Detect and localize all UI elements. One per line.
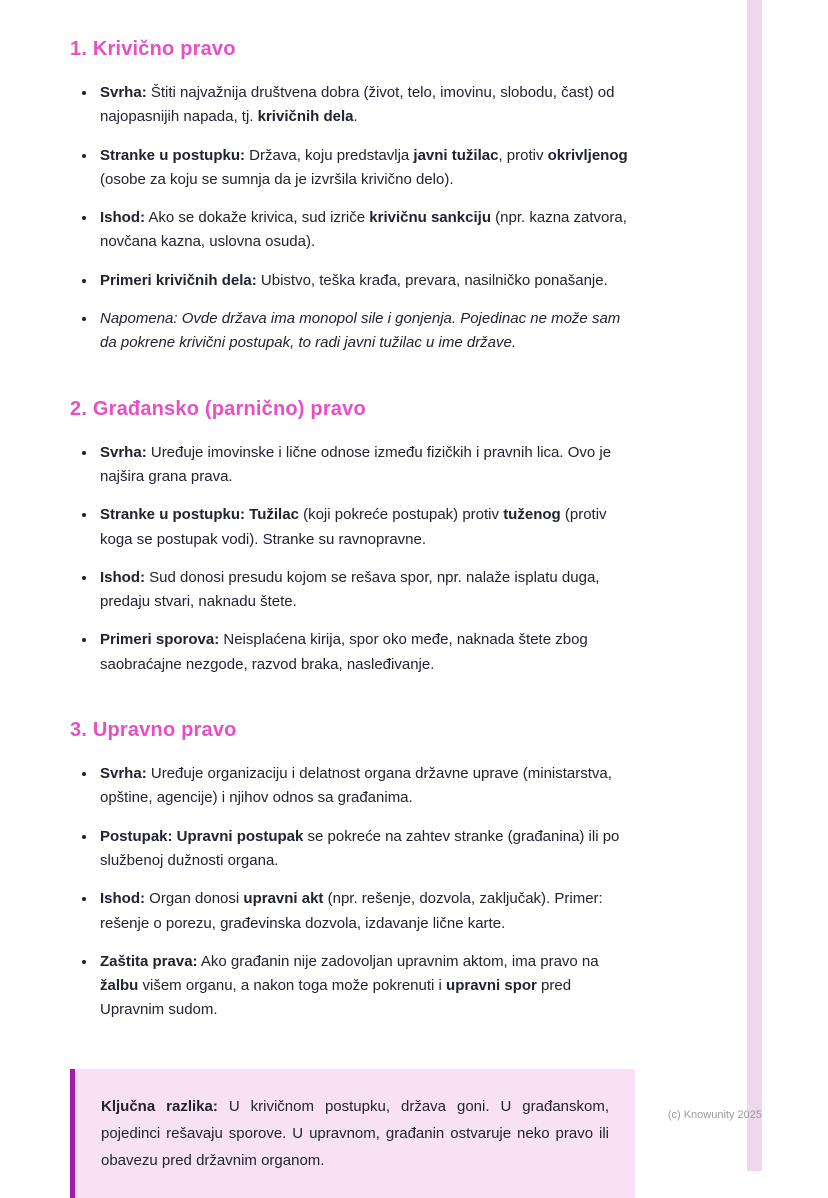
- bullet-item: [97, 81, 635, 130]
- bullet-item: [97, 307, 635, 356]
- text-segment: Organ donosi: [145, 890, 244, 908]
- text-segment: Štiti najvažnija društvena dobra (život, telo, imovinu, slobodu, čast) od najopasnijih napada, tj.: [100, 84, 615, 126]
- text-segment: Zaštita prava:: [100, 952, 198, 970]
- text-segment: Napomena: Ovde država ima monopol sile i gonjenja. Pojedinac ne može sam da pokrene krivični postupak, to radi javni tužilac u ime države.: [100, 310, 621, 352]
- text-segment: (koji pokreće postupak) protiv: [298, 506, 504, 524]
- section-title: 2. Građansko (parnično) pravo: [70, 397, 366, 420]
- text-segment: .: [353, 108, 358, 126]
- bullet-list: [70, 81, 635, 356]
- text-segment: (npr. kazna zatvora, novčana kazna, uslovna osuda).: [100, 209, 627, 251]
- text-segment: (osobe za koju se sumnja da je izvršila krivično delo).: [100, 170, 454, 188]
- text-segment: Ishod:: [100, 890, 145, 908]
- text-segment: Ključna razlika:: [101, 1097, 218, 1115]
- text-segment: upravni akt: [243, 890, 324, 908]
- text-segment: Ishod:: [100, 568, 145, 586]
- text-segment: U krivičnom postupku, država goni. U građanskom, pojedinci rešavaju sporove. U upravnom, građanin ostvaruje neko pravo ili obavezu pred državnim organom.: [101, 1097, 610, 1169]
- text-segment: okrivljenog: [547, 146, 628, 164]
- key-difference-callout: [70, 1069, 635, 1198]
- text-segment: Primeri krivičnih dela:: [100, 271, 257, 289]
- text-segment: tuženog: [503, 506, 561, 524]
- text-segment: pred Upravnim sudom.: [100, 977, 572, 1019]
- text-segment: Uređuje imovinske i lične odnose između fizičkih i pravnih lica. Ovo je najšira grana prava.: [100, 443, 612, 485]
- text-segment: Uređuje organizaciju i delatnost organa državne uprave (ministarstva, opštine, agencije) i njihov odnos sa građanima.: [100, 765, 612, 807]
- text-segment: Svrha:: [100, 765, 147, 783]
- text-segment: Ishod:: [100, 209, 145, 227]
- text-segment: (protiv koga se postupak vodi). Stranke su ravnopravne.: [100, 506, 607, 548]
- text-segment: krivičnih dela: [257, 108, 354, 126]
- text-segment: žalbu: [100, 977, 139, 995]
- text-segment: Svrha:: [100, 443, 147, 461]
- bullet-item: [97, 566, 635, 615]
- text-segment: Neisplaćena kirija, spor oko međe, naknada štete zbog saobraćajne nezgode, razvod braka, nasleđivanje.: [100, 631, 588, 673]
- right-decorative-stripe: [747, 0, 762, 1171]
- footer-credit: (c) Knowunity 2025: [667, 1109, 762, 1121]
- sections-container: [70, 38, 635, 1023]
- text-segment: se pokreće na zahtev stranke (građanina) ili po službenoj dužnosti organa.: [100, 827, 620, 869]
- text-segment: Primeri sporova:: [100, 631, 220, 649]
- text-segment: Stranke u postupku:: [100, 146, 246, 164]
- bullet-item: [97, 441, 635, 490]
- text-segment: Ubistvo, teška krađa, prevara, nasilničko ponašanje.: [256, 271, 608, 289]
- section-title: 3. Upravno pravo: [70, 719, 237, 742]
- text-segment: Svrha:: [100, 84, 147, 101]
- text-segment: Država, koju predstavlja: [245, 146, 414, 164]
- bullet-list: [70, 441, 635, 677]
- bullet-list: [70, 762, 635, 1023]
- text-segment: (npr. rešenje, dozvola, zaključak). Primer: rešenje o porezu, građevinska dozvola, izdavanje lične karte.: [100, 890, 603, 932]
- text-segment: upravni spor: [446, 977, 537, 995]
- text-segment: Ako se dokaže krivica, sud izriče: [145, 209, 370, 227]
- bullet-item: [97, 628, 635, 677]
- content: [70, 38, 635, 1198]
- bullet-item: [97, 206, 635, 255]
- callout-text: [101, 1093, 609, 1174]
- bullet-item: [97, 762, 635, 811]
- section-title: 1. Krivično pravo: [70, 38, 236, 60]
- text-segment: , protiv: [498, 146, 548, 164]
- bullet-item: [97, 887, 635, 936]
- bullet-item: [97, 503, 635, 552]
- text-segment: Sud donosi presudu kojom se rešava spor, npr. nalaže isplatu duga, predaju stvari, naknadu štete.: [100, 568, 600, 611]
- bullet-item: [97, 825, 635, 874]
- text-segment: javni tužilac: [413, 146, 499, 164]
- bullet-item: [97, 269, 635, 293]
- text-segment: krivičnu sankciju: [369, 209, 491, 227]
- bullet-item: [97, 144, 635, 193]
- text-segment: višem organu, a nakon toga može pokrenuti i: [138, 977, 447, 995]
- text-segment: Postupak: Upravni postupak: [100, 827, 304, 845]
- text-segment: Stranke u postupku: Tužilac: [100, 506, 299, 524]
- text-segment: Ako građanin nije zadovoljan upravnim aktom, ima pravo na: [197, 952, 599, 970]
- bullet-item: [97, 950, 635, 1023]
